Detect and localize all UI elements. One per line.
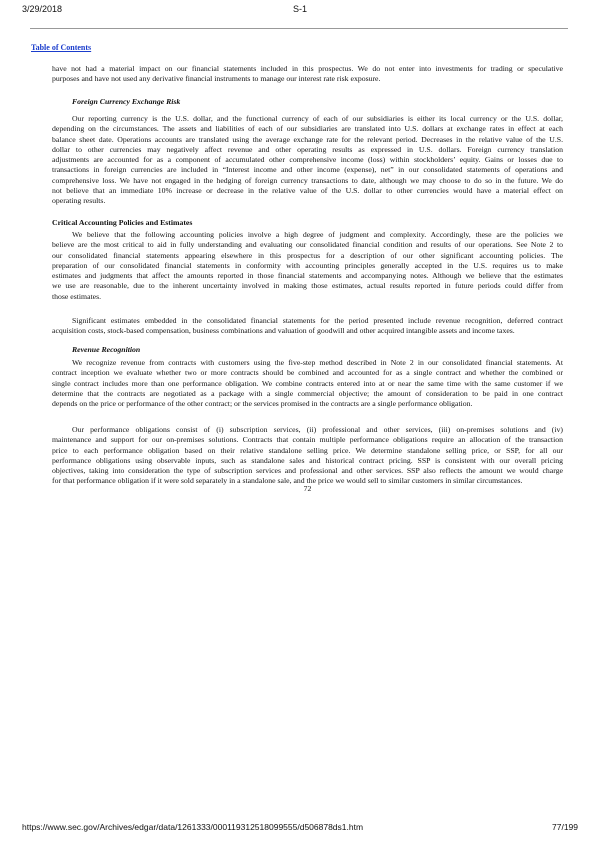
text-line: Significant estimates embedded in the consolidated financial statements for the period presented include revenue recognition, deferred contract (72, 316, 563, 325)
text-line: for that performance obligation if it were sold separately in a standalone sale, and the price we would sell to similar customers in similar circumstances. (52, 476, 523, 486)
text-line: our consolidated financial statements appearing elsewhere in this prospectus for a description of our other significant accounting policies. The (52, 250, 563, 260)
text-line: We recognize revenue from contracts with customers using the five-step method described in Note 2 in our consolidated financial statements. At (72, 358, 563, 367)
footer-page-count: 77/199 (552, 822, 578, 832)
table-of-contents-link[interactable]: Table of Contents (31, 43, 92, 52)
text-line: have not had a material impact on our financial statements included in this prospectus. We do not enter into investments for trading or speculative (52, 64, 563, 73)
text-line: contract inception we evaluate whether two or more contracts should be combined and accounted for as a single contract and whether the combined or (52, 368, 563, 378)
text-line: depends on the price or performance of the other contract; or the services promised in the contracts are a single performance obligation. (52, 399, 473, 409)
heading-foreign-currency: Foreign Currency Exchange Risk (72, 97, 181, 106)
text-line: transactions in foreign currencies are included in “Interest income and other income (expense), net” in our consolidated statements of operations and (52, 165, 563, 175)
text-line: depending on the circumstances. The assets and liabilities of each of our subsidiaries are translated into U.S. dollars at exchange rates in effect at each (52, 124, 563, 134)
performance-obligations-paragraph (52, 425, 563, 487)
text-line: operating results. (52, 196, 106, 206)
text-line: those estimates. (52, 291, 102, 301)
header-divider (30, 28, 568, 29)
document-title: S-1 (293, 4, 308, 14)
heading-revenue-recognition: Revenue Recognition (72, 345, 141, 354)
text-line: balance sheet date. Operations accounts are translated using the average exchange rate for the relevant period. Decreases in the relative value of the U.S. (52, 134, 563, 144)
intro-paragraph (52, 64, 563, 85)
text-line: objectives, taking into consideration the type of subscription services and professional and other services. SSP also reflects the amount we would charge (52, 466, 563, 476)
foreign-currency-paragraph (52, 114, 563, 207)
text-line: estimates and judgments that affect the amounts reported in those financial statements and accompanying notes. Although we believe that the estimates (52, 271, 563, 281)
text-line: Our reporting currency is the U.S. dollar, and the functional currency of each of our subsidiaries is either its local currency or the U.S. dollar, (72, 114, 563, 123)
print-date: 3/29/2018 (22, 4, 63, 14)
text-line: believe are the most critical to aid in fully understanding and evaluating our consolidated financial condition and results of our operations. See Note 2 to (52, 240, 563, 250)
text-line: not believe that an immediate 10% increase or decrease in the relative value of the U.S. dollar to other currencies would have a material effect on (52, 186, 563, 196)
text-line: maintenance and support for our on-premises solutions. Contracts that contain multiple performance obligations require an allocation of the transaction (52, 435, 563, 445)
text-line: single contract includes more than one performance obligation. We combine contracts entered into at or near the same time with the same customer if we (52, 378, 563, 388)
text-line: purposes and have not used any derivative financial instruments to manage our interest rate risk exposure. (52, 74, 381, 84)
text-line: performance obligations using observable inputs, such as standalone sales and historical contract pricing. SSP is consistent with our overall pricing (52, 455, 563, 465)
critical-accounting-paragraph (52, 230, 563, 302)
page-number: 72 (303, 484, 312, 493)
text-line: determine that the contracts are negotiated as a package with a single commercial objective; the amount of consideration to be paid in one contract (52, 388, 563, 398)
heading-critical-accounting: Critical Accounting Policies and Estimates (52, 218, 193, 227)
text-line: preparation of our consolidated financial statements in conformity with accounting principles generally accepted in the U.S. requires us to make (52, 260, 563, 270)
text-line: dollar to other currencies may negatively affect revenue and other operating results as expressed in U.S. dollars. Foreign currency translation (52, 144, 563, 154)
footer-url: https://www.sec.gov/Archives/edgar/data/1261333/000119312518099555/d506878ds1.htm (22, 822, 364, 832)
text-line: comprehensive loss. We have not engaged in the hedging of foreign currency transactions to date, although we may choose to do so in the future. We do (52, 175, 563, 185)
text-line: Our performance obligations consist of (i) subscription services, (ii) professional and other services, (iii) on-premises solutions and (iv) (72, 425, 563, 434)
text-line: we use are reasonable, due to the inherent uncertainty involved in making those estimates, actual results reported in future periods could differ from (52, 281, 563, 291)
revenue-recognition-paragraph (52, 358, 563, 409)
significant-estimates-paragraph (52, 316, 563, 337)
text-line: price to each performance obligation based on their relative standalone selling price. We determine standalone selling price, or SSP, for all our (52, 445, 563, 455)
text-line: acquisition costs, stock-based compensation, business combinations and valuation of goodwill and other acquired intangible assets and income taxes. (52, 326, 515, 336)
text-line: adjustments are accounted for as a component of accumulated other comprehensive income (loss) within stockholders’ equity. Gains or losses due to (52, 155, 563, 165)
text-line: We believe that the following accounting policies involve a high degree of judgment and complexity. Accordingly, these are the policies we (72, 230, 563, 239)
